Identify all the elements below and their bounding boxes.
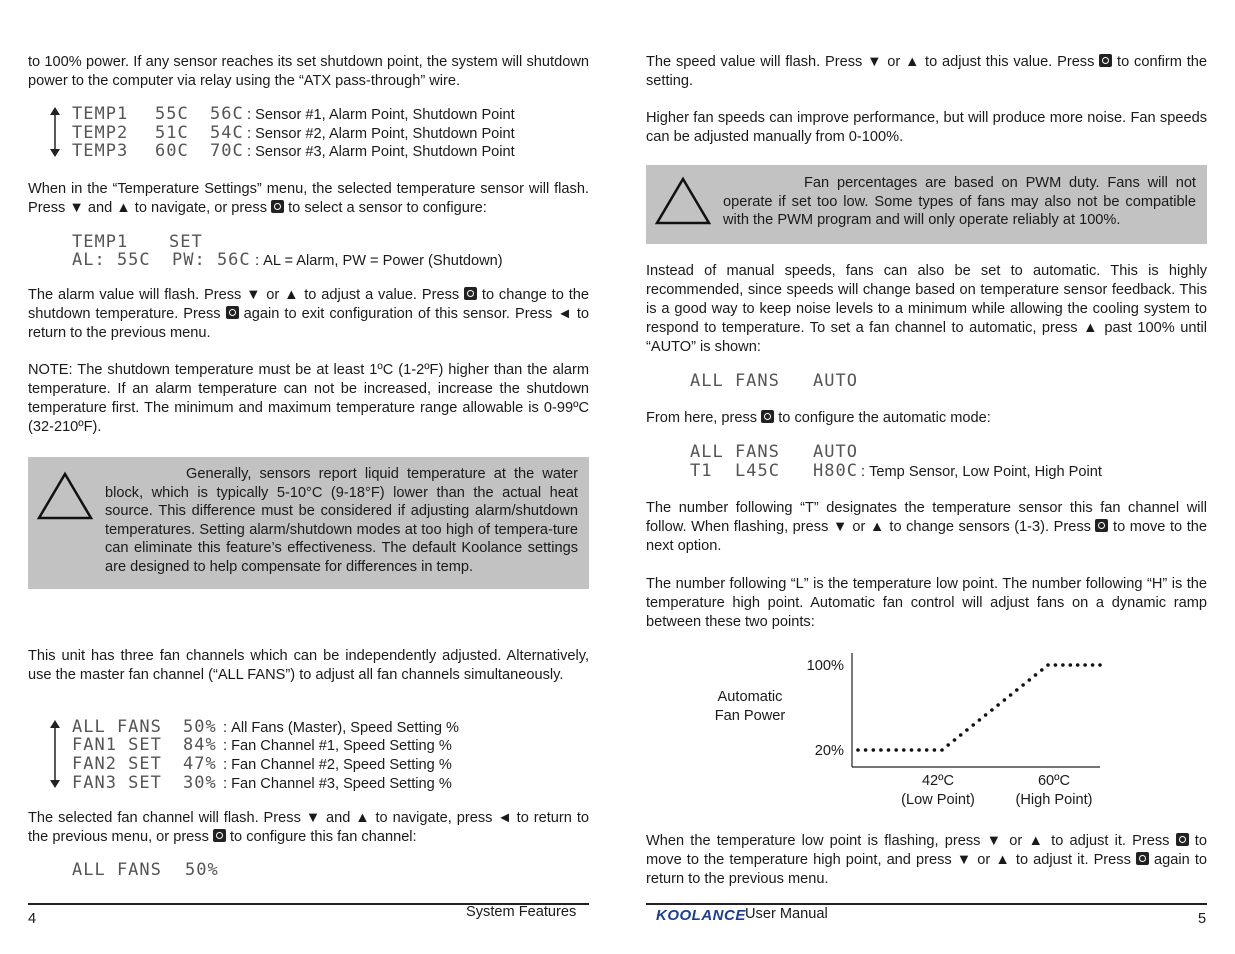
x-tick-label: 60ºC: [1037, 773, 1071, 789]
page-number: 4: [28, 911, 37, 927]
paragraph-fan-navigate: The selected fan channel will flash. Press ▼ and ▲ to navigate, press ◄ to return to the previous menu, or press to configure this fan channel:: [28, 810, 589, 845]
lcd-auto: ALL FANS AUTO: [690, 371, 858, 391]
lcd-fan-name: FAN2 SET: [72, 754, 162, 774]
footer-manual-title: User Manual: [745, 906, 828, 922]
ramp-point: [1034, 673, 1038, 677]
warning-box-sensors: [28, 457, 589, 589]
ramp-point: [1021, 683, 1025, 687]
paragraph-low-point-flashing: When the temperature low point is flashing, press ▼ or ▲ to adjust it. Press to move to the temperature high point, and press ▼ or ▲ to adjust it. Press again to return to the previous menu.: [646, 833, 1207, 887]
warning-triangle-icon: [36, 471, 94, 521]
ramp-point: [879, 748, 883, 752]
y-tick-label: 100%: [806, 658, 844, 674]
y-tick-label: 20%: [814, 743, 844, 759]
ramp-point: [940, 748, 944, 752]
select-button-icon: [1136, 852, 1149, 865]
ramp-point: [1028, 678, 1032, 682]
temp-row: TEMP3 60C 70C : Sensor #3, Alarm Point, Shutdown Point: [72, 141, 515, 161]
row-description: Sensor #2, Alarm Point, Shutdown Point: [255, 126, 515, 142]
lcd-sensor-name: TEMP3: [72, 141, 129, 161]
footer-section-title: System Features: [466, 904, 577, 920]
ramp-point: [925, 748, 929, 752]
ramp-point: [902, 748, 906, 752]
select-button-icon: [1099, 54, 1112, 67]
fan-row: FAN3 SET 30% : Fan Channel #3, Speed Setting %: [72, 773, 452, 793]
row-description: Fan Channel #2, Speed Setting %: [231, 757, 452, 773]
paragraph-note: NOTE: The shutdown temperature must be at least 1ºC (1-2ºF) higher than the alarm temperature. If an alarm temperature can not be increased, increase the shutdown temperature first. The minimum and maximum temperature range allowable is 0-99ºC (32-210ºF).: [28, 362, 589, 435]
select-button-icon: [761, 410, 774, 423]
lcd-fan-value: 47%: [183, 754, 217, 774]
set-line-description: AL = Alarm, PW = Power (Shutdown): [263, 253, 503, 269]
lcd-set-line-1: TEMP1 SET: [72, 232, 203, 252]
auto-line-description: Temp Sensor, Low Point, High Point: [869, 464, 1102, 480]
ramp-point: [1061, 663, 1065, 667]
select-button-icon: [1095, 519, 1108, 532]
ramp-point: [1009, 693, 1013, 697]
ramp-point: [959, 733, 963, 737]
ramp-point: [971, 723, 975, 727]
lcd-shutdown-value: 54C: [210, 123, 244, 143]
fan-row: ALL FANS 50% : All Fans (Master), Speed Setting %: [72, 717, 460, 737]
select-button-icon: [226, 306, 239, 319]
lcd-all-fans: ALL FANS 50%: [72, 860, 219, 880]
paragraph-fan-channels: This unit has three fan channels which can be independently adjusted. Alternatively, use the master fan channel (“ALL FANS”) to adjust all fan channels simultaneously.: [28, 648, 589, 683]
lcd-fan-name: ALL FANS: [72, 717, 162, 737]
lcd-alarm-value: 51C: [155, 123, 189, 143]
ramp-point: [856, 748, 860, 752]
y-axis-label-line1: Automatic: [717, 689, 783, 705]
ramp-point: [1098, 663, 1102, 667]
ramp-point: [910, 748, 914, 752]
select-button-icon: [1176, 833, 1189, 846]
ramp-point: [1015, 688, 1019, 692]
paragraph-temp-settings: When in the “Temperature Settings” menu, the selected temperature sensor will flash. Press ▼ and ▲ to navigate, or press to select a sensor to configure:: [28, 181, 589, 216]
paragraph-fan-speeds: Higher fan speeds can improve performance, but will produce more noise. Fan speeds can be adjusted manually from 0-100%.: [646, 110, 1207, 145]
ramp-point: [946, 743, 950, 747]
ramp-point: [887, 748, 891, 752]
x-tick-label: 42ºC: [921, 773, 955, 789]
lcd-fan-name: FAN3 SET: [72, 773, 162, 793]
lcd-auto-line-1: ALL FANS AUTO: [690, 442, 858, 462]
select-button-icon: [464, 287, 477, 300]
fan-row: FAN2 SET 47% : Fan Channel #2, Speed Setting %: [72, 754, 452, 774]
ramp-point: [1076, 663, 1080, 667]
ramp-point: [1083, 663, 1087, 667]
ramp-point: [1091, 663, 1095, 667]
paragraph-alarm-value: The alarm value will flash. Press ▼ or ▲ to adjust a value. Press to change to the shutdown temperature. Press again to exit configuration of this sensor. Press ◄ to return to the previous menu.: [28, 287, 589, 341]
lcd-fan-value: 50%: [183, 717, 217, 737]
row-description: All Fans (Master), Speed Setting %: [231, 720, 460, 736]
lcd-alarm-value: 60C: [155, 141, 189, 161]
ramp-point: [864, 748, 868, 752]
lcd-shutdown-value: 70C: [210, 141, 244, 161]
ramp-point: [953, 738, 957, 742]
ramp-point: [1069, 663, 1073, 667]
fan-ramp-chart: [646, 645, 1207, 815]
row-description: Fan Channel #3, Speed Setting %: [231, 776, 452, 792]
warning-text: Generally, sensors report liquid temperature at the water block, which is typically 5-10°C (9-18°F) lower than the actual heat source. This difference must be considered if adjusting alarm/shutdown temperatures. Setting alarm/shutdown modes at too high of tempera-ture can eliminate this feature’s effectiveness. The default Koolance settings are designed to help compensate for differences in temp.: [105, 466, 578, 575]
ramp-point: [978, 718, 982, 722]
row-description: Fan Channel #1, Speed Setting %: [231, 738, 452, 754]
paragraph-speed-value: The speed value will flash. Press ▼ or ▲ to adjust this value. Press to confirm the setting.: [646, 54, 1208, 89]
ramp-point: [990, 708, 994, 712]
ramp-point: [1040, 668, 1044, 672]
up-down-arrow-icon: [48, 719, 62, 789]
lcd-sensor-name: TEMP2: [72, 123, 129, 143]
warning-triangle-icon: [654, 176, 712, 226]
x-tick-sublabel: (High Point): [1015, 792, 1093, 808]
ramp-point: [1054, 663, 1058, 667]
koolance-logo: KOOLANCE: [656, 907, 746, 924]
row-description: Sensor #1, Alarm Point, Shutdown Point: [255, 107, 515, 123]
ramp-point: [933, 748, 937, 752]
paragraph-low-high-points: The number following “L” is the temperature low point. The number following “H” is the temperature high point. Automatic fan control will adjust fans on a dynamic ramp between these two points:: [646, 576, 1207, 630]
temp-row: TEMP1 55C 56C : Sensor #1, Alarm Point, Shutdown Point: [72, 104, 515, 124]
lcd-alarm-value: 55C: [155, 104, 189, 124]
paragraph-automatic: Instead of manual speeds, fans can also be set to automatic. This is highly recommended, since speeds will change based on temperature sensor feedback. This is a good way to keep noise levels to a minimum while allowing the cooling system to respond to temperature. To set a fan channel to automatic, press ▲ past 100% until “AUTO” is shown:: [646, 263, 1207, 355]
up-down-arrow-icon: [48, 106, 62, 158]
ramp-point: [965, 728, 969, 732]
fan-row: FAN1 SET 84% : Fan Channel #1, Speed Setting %: [72, 735, 452, 755]
lcd-auto-line-2: T1 L45C H80C : Temp Sensor, Low Point, High Point: [690, 461, 1102, 481]
warning-box-pwm: [646, 165, 1207, 244]
lcd-fan-name: FAN1 SET: [72, 735, 162, 755]
select-button-icon: [213, 829, 226, 842]
lcd-fan-value: 84%: [183, 735, 217, 755]
lcd-shutdown-value: 56C: [210, 104, 244, 124]
ramp-point: [984, 713, 988, 717]
ramp-point: [996, 703, 1000, 707]
paragraph-temp-sensor: The number following “T” designates the temperature sensor this fan channel will follow. When flashing, press ▼ or ▲ to change sensors (1-3). Press to move to the next option.: [646, 500, 1207, 554]
ramp-point: [894, 748, 898, 752]
ramp-point: [1046, 663, 1050, 667]
x-tick-sublabel: (Low Point): [901, 792, 975, 808]
ramp-point: [917, 748, 921, 752]
lcd-sensor-name: TEMP1: [72, 104, 129, 124]
page-number: 5: [1198, 911, 1207, 927]
paragraph-shutdown-power: to 100% power. If any sensor reaches its set shutdown point, the system will shutdown power to the computer via relay using the “ATX pass-through” wire.: [28, 54, 589, 89]
ramp-point: [872, 748, 876, 752]
warning-text: Fan percentages are based on PWM duty. Fans will not operate if set too low. Some types of fans may also not be compatible with the PWM program and will only operate reliably at 100%.: [723, 175, 1196, 228]
paragraph-configure-auto: From here, press to configure the automatic mode:: [646, 410, 991, 426]
row-description: Sensor #3, Alarm Point, Shutdown Point: [255, 144, 515, 160]
lcd-fan-value: 30%: [183, 773, 217, 793]
y-axis-label-line2: Fan Power: [714, 708, 786, 724]
temp-row: TEMP2 51C 54C : Sensor #2, Alarm Point, Shutdown Point: [72, 123, 515, 143]
select-button-icon: [271, 200, 284, 213]
ramp-point: [1003, 698, 1007, 702]
footer-rule: [646, 903, 1207, 905]
lcd-set-line-2: AL: 55C PW: 56C : AL = Alarm, PW = Power (Shutdown): [72, 250, 503, 270]
